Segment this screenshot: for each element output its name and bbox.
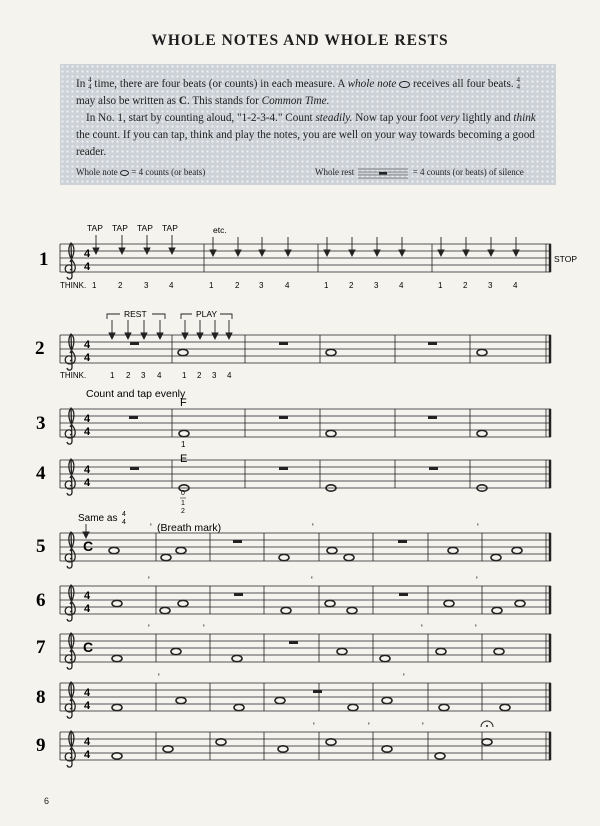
fingering-label: 0	[181, 490, 185, 497]
time-sig-bottom: 4	[84, 477, 91, 489]
whole-note	[326, 739, 336, 745]
exercise-4	[36, 453, 551, 515]
exercise-number: 9	[36, 735, 46, 756]
whole-note	[515, 600, 525, 606]
whole-rest	[428, 342, 437, 345]
time-sig-top: 4	[84, 413, 91, 425]
treble-clef-icon	[65, 585, 75, 621]
whole-note	[491, 554, 501, 560]
time-sig-top: 4	[84, 590, 91, 602]
exercise-number: 2	[35, 338, 45, 359]
tap-arrows	[109, 320, 232, 339]
page-number: 6	[44, 796, 50, 806]
time-signature-inline: 4 4	[88, 76, 92, 92]
whole-rest	[429, 467, 438, 470]
whole-rest	[130, 342, 139, 345]
breath-mark: '	[477, 522, 479, 532]
exercise-5	[36, 511, 551, 568]
whole-note	[160, 607, 170, 613]
breath-mark: '	[422, 721, 424, 731]
breath-mark: '	[313, 721, 315, 731]
exercise-number: 7	[36, 637, 46, 658]
whole-note	[275, 697, 285, 703]
count-label: 3	[141, 371, 146, 380]
time-sig-bottom: 4	[84, 700, 91, 712]
instruction-text: Count and tap evenly	[86, 388, 186, 400]
whole-note	[176, 547, 186, 553]
whole-note	[492, 607, 502, 613]
exercise-number: 1	[39, 249, 49, 270]
whole-note	[325, 600, 335, 606]
whole-note	[347, 607, 357, 613]
instruction-text: Same as	[78, 513, 118, 524]
whole-note	[477, 349, 487, 355]
treble-clef-icon	[65, 408, 75, 444]
tap-label: TAP	[137, 223, 153, 233]
exercise-2	[35, 309, 551, 380]
count-label: 4	[513, 281, 518, 290]
time-sig-top: 4	[84, 339, 91, 351]
count-label: 1	[92, 281, 97, 290]
whole-note	[344, 554, 354, 560]
whole-rest	[129, 416, 138, 419]
common-time-symbol: C	[83, 538, 94, 554]
note-name-label: F	[180, 397, 187, 409]
exercise-3	[36, 388, 551, 449]
breath-mark: '	[158, 672, 160, 682]
count-label: 3	[144, 281, 149, 290]
count-label: 1	[438, 281, 443, 290]
breath-mark: '	[148, 623, 150, 633]
count-label: 3	[259, 281, 264, 290]
treble-clef-icon	[65, 459, 75, 495]
etc-label: etc.	[213, 225, 227, 235]
count-label: 2	[235, 281, 240, 290]
exercise-1	[39, 223, 577, 290]
count-label: 3	[374, 281, 379, 290]
count-label: 1	[324, 281, 329, 290]
breath-mark: '	[311, 575, 313, 585]
whole-note	[382, 746, 392, 752]
breath-mark: '	[148, 575, 150, 585]
tap-label: TAP	[112, 223, 128, 233]
whole-note	[444, 600, 454, 606]
page-title: WHOLE NOTES AND WHOLE RESTS	[151, 32, 449, 49]
time-sig-bottom: 4	[84, 261, 91, 273]
whole-note	[112, 704, 122, 710]
whole-note	[337, 648, 347, 654]
count-label: 3	[212, 371, 217, 380]
whole-note	[112, 753, 122, 759]
whole-rest	[279, 342, 288, 345]
whole-note	[482, 739, 492, 745]
counting-paragraph: In No. 1, start by counting aloud, "1-2-3-4." Count steadily. Now tap your foot very lightly and think the count. If you can tap, think and play the notes, you are well on your way towards becoming a good reader.	[76, 112, 536, 158]
breath-mark: '	[475, 623, 477, 633]
time-sig-top: 4	[84, 248, 91, 260]
breath-mark-label: (Breath mark)	[157, 522, 222, 534]
tap-arrows	[93, 235, 519, 256]
treble-clef-icon	[65, 682, 75, 718]
whole-note	[326, 349, 336, 355]
exercise-number: 4	[36, 463, 46, 484]
count-label: 2	[463, 281, 468, 290]
time-sig-bottom: 4	[122, 519, 126, 526]
fingering-label: 2	[181, 508, 185, 515]
whole-note	[216, 739, 226, 745]
treble-clef-icon	[65, 633, 75, 669]
whole-rest	[234, 593, 243, 596]
whole-note	[380, 655, 390, 661]
whole-note	[448, 547, 458, 553]
breath-mark: '	[203, 623, 205, 633]
time-sig-top: 4	[84, 687, 91, 699]
whole-rest	[279, 467, 288, 470]
exercise-8	[36, 672, 551, 718]
rest-label: REST	[124, 309, 147, 319]
time-sig-top: 4	[84, 464, 91, 476]
whole-rest	[428, 416, 437, 419]
time-sig-top: 4	[122, 511, 126, 518]
whole-note	[327, 547, 337, 553]
whole-note	[512, 547, 522, 553]
treble-clef-icon	[65, 243, 75, 279]
whole-note	[178, 349, 188, 355]
whole-note	[348, 704, 358, 710]
note-name-label: E	[180, 453, 188, 465]
count-label: 1	[110, 371, 115, 380]
whole-note	[109, 547, 119, 553]
whole-note	[279, 554, 289, 560]
whole-rest	[289, 641, 298, 644]
whole-note	[435, 753, 445, 759]
play-label: PLAY	[196, 309, 218, 319]
whole-note	[382, 697, 392, 703]
count-label: 1	[182, 371, 187, 380]
count-label: 4	[169, 281, 174, 290]
breath-mark: '	[421, 623, 423, 633]
tap-label: TAP	[87, 223, 103, 233]
exercise-number: 3	[36, 413, 46, 434]
common-time-symbol: C	[178, 95, 187, 107]
whole-note	[281, 607, 291, 613]
count-label: 2	[349, 281, 354, 290]
whole-note	[494, 648, 504, 654]
breath-mark: '	[312, 522, 314, 532]
time-sig-top: 4	[84, 736, 91, 748]
whole-note	[178, 600, 188, 606]
count-label: 4	[157, 371, 162, 380]
exercise-6	[36, 575, 551, 621]
time-sig-bottom: 4	[84, 352, 91, 364]
whole-note	[477, 430, 487, 436]
breath-mark: '	[150, 522, 152, 532]
breath-mark: '	[368, 721, 370, 731]
think-label: THINK.	[60, 371, 87, 380]
whole-note	[436, 648, 446, 654]
exercise-number: 6	[36, 590, 46, 611]
tap-label: TAP	[162, 223, 178, 233]
exercise-number: 5	[36, 536, 46, 557]
whole-note	[500, 704, 510, 710]
whole-note	[112, 655, 122, 661]
count-label: 1	[209, 281, 214, 290]
whole-note	[232, 655, 242, 661]
whole-note	[234, 704, 244, 710]
count-label: 2	[118, 281, 123, 290]
whole-rest	[130, 467, 139, 470]
whole-rest	[398, 540, 407, 543]
common-time-symbol: C	[83, 639, 94, 655]
fingering-label: 1	[181, 440, 186, 449]
whole-note	[112, 600, 122, 606]
whole-rest	[313, 690, 322, 693]
breath-mark: '	[403, 672, 405, 682]
treble-clef-icon	[65, 532, 75, 568]
count-label: 2	[126, 371, 131, 380]
count-label: 3	[488, 281, 493, 290]
whole-note-legend: Whole note = 4 counts (or beats)	[76, 167, 206, 177]
whole-rest	[399, 593, 408, 596]
whole-note	[179, 430, 189, 436]
time-signature-inline: 4 4	[516, 76, 520, 92]
stop-label: STOP	[554, 254, 577, 264]
whole-rest	[279, 416, 288, 419]
treble-clef-icon	[65, 334, 75, 370]
whole-note	[326, 430, 336, 436]
count-label: 4	[227, 371, 232, 380]
think-label: THINK.	[60, 281, 87, 290]
exercise-9	[36, 721, 551, 767]
fingering-label: 1	[181, 500, 185, 507]
time-sig-bottom: 4	[84, 603, 91, 615]
time-sig-bottom: 4	[84, 426, 91, 438]
whole-note	[163, 746, 173, 752]
time-sig-bottom: 4	[84, 749, 91, 761]
whole-note	[439, 704, 449, 710]
treble-clef-icon	[65, 731, 75, 767]
whole-note	[161, 554, 171, 560]
whole-rest	[233, 540, 242, 543]
whole-rest-legend: Whole rest = 4 counts (or beats) of silence	[315, 164, 524, 181]
count-label: 4	[285, 281, 290, 290]
count-label: 2	[197, 371, 202, 380]
whole-note	[176, 697, 186, 703]
whole-note	[278, 746, 288, 752]
whole-note	[171, 648, 181, 654]
breath-mark: '	[476, 575, 478, 585]
exercise-number: 8	[36, 687, 46, 708]
count-label: 4	[399, 281, 404, 290]
intro-paragraph: In 4 4 time, there are four beats (or counts) in each measure. A whole note receives all four beats. 4 4 may also be written as C. This stands for Common Time.	[76, 76, 520, 107]
exercise-7	[36, 623, 551, 669]
